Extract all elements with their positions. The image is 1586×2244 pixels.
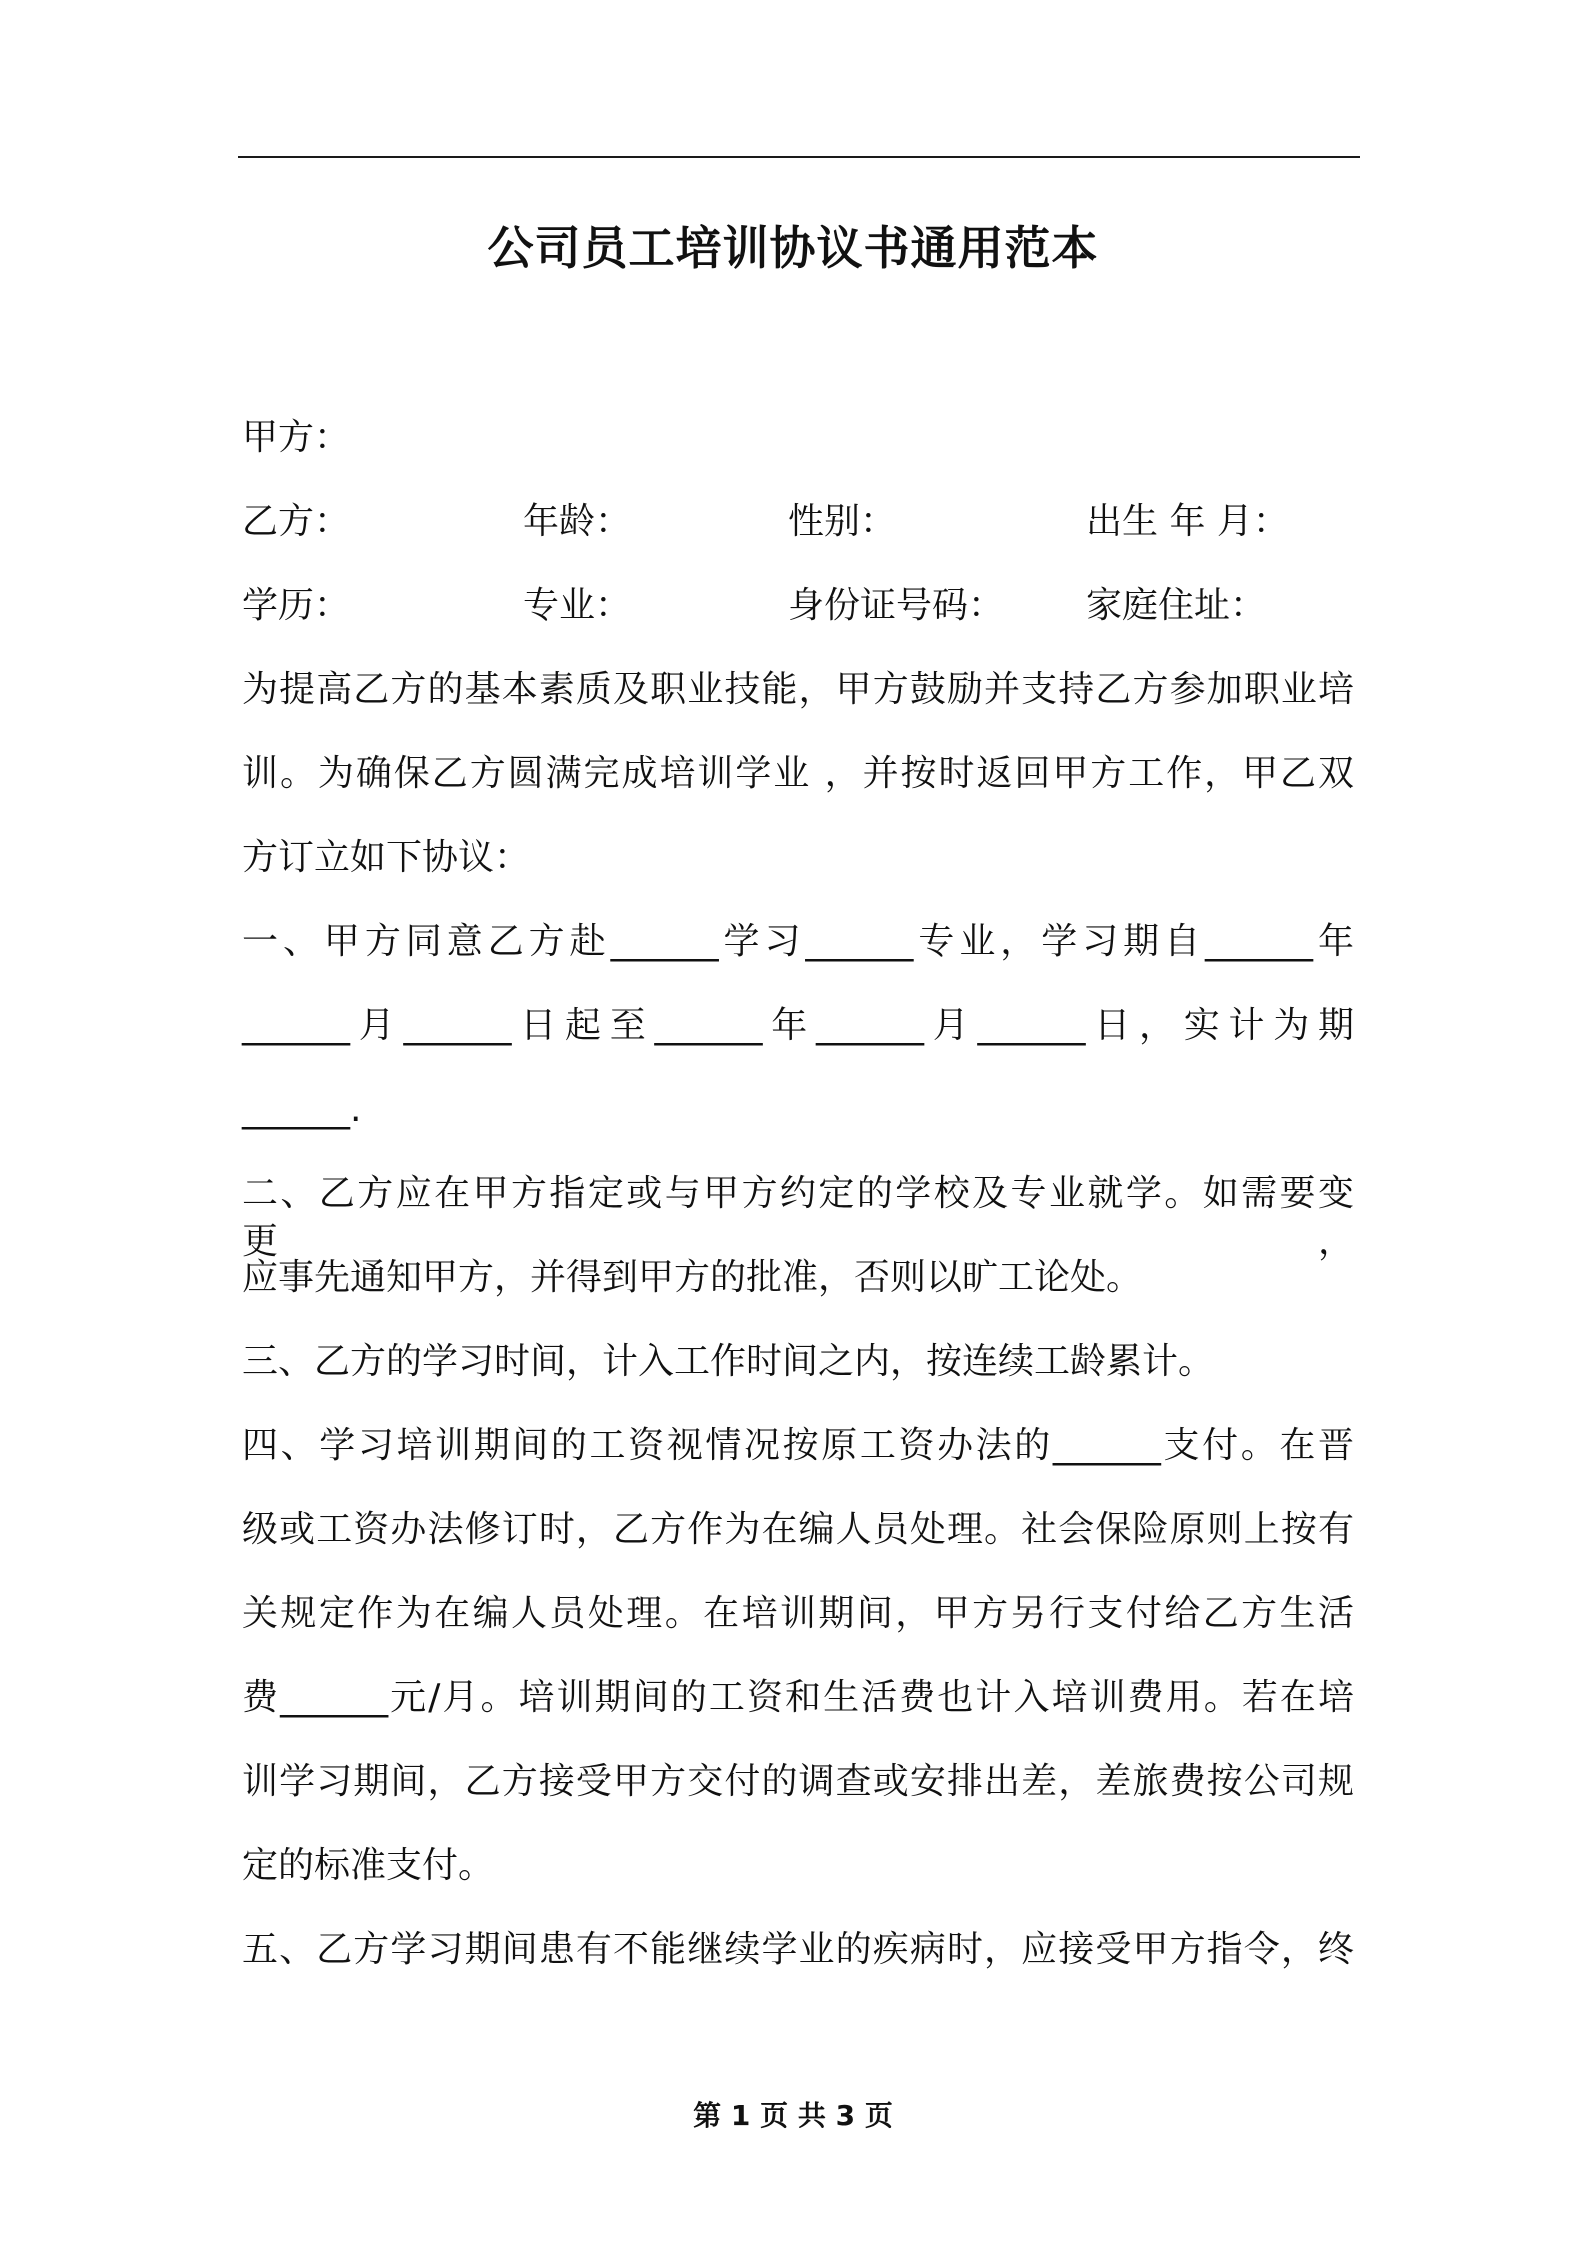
clause4-line-6: 定的标准支付。	[242, 1845, 495, 1886]
clause1-line-3: ______.	[242, 1089, 362, 1130]
party-b-row	[242, 498, 1354, 546]
clause4-line-4: 费______元/月。培训期间的工资和生活费也计入培训费用。若在培	[242, 1677, 1354, 1718]
clause1-line-2: ______月______日起至______年______月______日，实计为期	[242, 1005, 1354, 1046]
major-label: 专业：	[523, 585, 632, 626]
intro-line-3: 方订立如下协议：	[242, 837, 531, 878]
address-label: 家庭住址：	[1086, 585, 1267, 626]
document-title: 公司员工培训协议书通用范本	[487, 221, 1099, 275]
education-label: 学历：	[242, 585, 351, 626]
intro-line-2: 训。为确保乙方圆满完成培训学业 ，并按时返回甲方工作，甲乙双	[242, 753, 1354, 794]
intro-line-1: 为提高乙方的基本素质及职业技能，甲方鼓励并支持乙方参加职业培	[242, 669, 1354, 710]
age-label: 年龄：	[523, 501, 632, 542]
education-row	[242, 582, 1354, 630]
clause4-line-5: 训学习期间，乙方接受甲方交付的调查或安排出差，差旅费按公司规	[242, 1761, 1354, 1802]
clause4-line-1: 四、学习培训期间的工资视情况按原工资办法的______支付。在晋	[242, 1425, 1354, 1466]
clause2-line-2: 应事先通知甲方，并得到甲方的批准，否则以旷工论处。	[242, 1257, 1143, 1298]
clause2-line-1: 二、乙方应在甲方指定或与甲方约定的学校及专业就学。如需要变更，	[242, 1173, 1354, 1262]
clause1-line-1: 一、甲方同意乙方赴______学习______专业，学习期自______年	[242, 921, 1354, 962]
clause4-line-2: 级或工资办法修订时，乙方作为在编人员处理。社会保险原则上按有	[242, 1509, 1354, 1550]
page-footer: 第 1 页 共 3 页	[693, 2099, 893, 2132]
id-number-label: 身份证号码：	[788, 585, 1005, 626]
clause4-line-3: 关规定作为在编人员处理。在培训期间，甲方另行支付给乙方生活	[242, 1593, 1354, 1634]
birth-label: 出生 年 月：	[1086, 501, 1289, 542]
header-rule	[238, 156, 1360, 158]
clause5-line-1: 五、乙方学习期间患有不能继续学业的疾病时，应接受甲方指令，终	[242, 1929, 1354, 1970]
clause3-line-1: 三、乙方的学习时间，计入工作时间之内，按连续工龄累计。	[242, 1341, 1215, 1382]
gender-label: 性别：	[788, 501, 897, 542]
party-a-label: 甲方：	[242, 417, 351, 458]
party-b-label: 乙方：	[242, 501, 351, 542]
